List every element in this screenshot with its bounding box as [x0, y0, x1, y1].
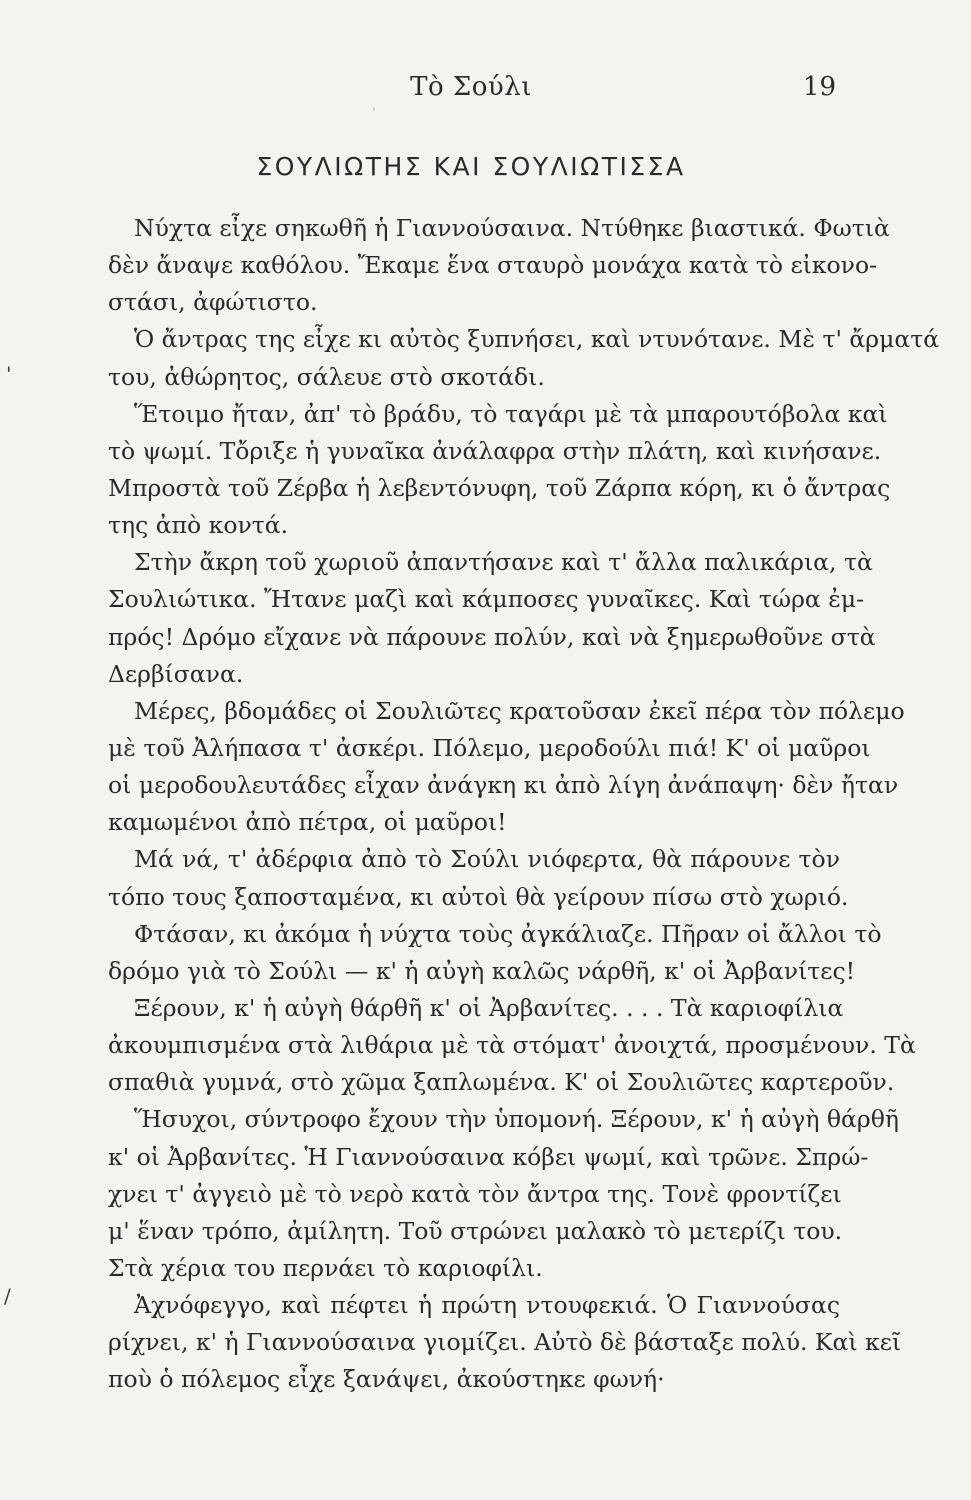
text-line: κ' οἱ Ἀρβανίτες. Ἡ Γιαννούσαινα κόβει ψωμί, καὶ τρῶνε. Σπρώ-: [108, 1142, 869, 1171]
text-line: καμωμένοι ἀπὸ πέτρα, οἱ μαῦροι!: [108, 808, 507, 837]
text-line: ἀκουμπισμένα στὰ λιθάρια μὲ τὰ στόματ' ἀνοιχτά, προσμένουν. Τὰ: [108, 1031, 916, 1060]
text-line: Ξέρουν, κ' ἡ αὐγὴ θάρθῆ κ' οἱ Ἀρβανίτες. . . . Τὰ καριοφίλια: [134, 993, 844, 1022]
text-line: Ἕτοιμο ἤταν, ἀπ' τὸ βράδυ, τὸ ταγάρι μὲ τὰ μπαρουτόβολα καὶ: [134, 399, 888, 428]
running-head: [106, 72, 836, 108]
text-line: μ' ἕναν τρόπο, ἀμίλητη. Τοῦ στρώνει μαλακὸ τὸ μετερίζι του.: [108, 1216, 843, 1245]
text-line: τόπο τους ξαποσταμένα, κι αὐτοὶ θὰ γείρουν πίσω στὸ χωριό.: [108, 882, 849, 911]
text-line: Δερβίσανα.: [108, 659, 244, 688]
text-line: πρός! Δρόμο εἴχανε νὰ πάρουνε πολύν, καὶ νὰ ξημερωθοῦνε στὰ: [108, 622, 876, 651]
margin-mark-left-upper: ': [6, 362, 12, 386]
running-title: Τὸ Σούλι: [410, 72, 532, 102]
text-line: στάσι, ἀφώτιστο.: [108, 288, 318, 317]
text-line: ρίχνει, κ' ἡ Γιαννούσαινα γιομίζει. Αὐτὸ δὲ βάσταξε πολύ. Καὶ κεῖ: [108, 1328, 902, 1357]
text-line: Ἥσυχοι, σύντροφο ἔχουν τὴν ὑπομονή. Ξέρουν, κ' ἡ αὐγὴ θάρθῆ: [134, 1105, 899, 1134]
text-line: δὲν ἄναψε καθόλου. Ἔκαμε ἕνα σταυρὸ μονάχα κατὰ τὸ εἰκονο-: [108, 251, 878, 280]
text-line: οἱ μεροδουλευτάδες εἶχαν ἀνάγκη κι ἀπὸ λίγη ἀνάπαψη· δὲν ἤταν: [108, 771, 899, 800]
text-line: Μπροστὰ τοῦ Ζέρβα ἡ λεβεντόνυφη, τοῦ Ζάρπα κόρη, κι ὁ ἄντρας: [108, 473, 891, 502]
text-line: Μέρες, βδομάδες οἱ Σουλιῶτες κρατοῦσαν ἐκεῖ πέρα τὸν πόλεμο: [134, 696, 905, 725]
text-line: Ὁ ἄντρας της εἶχε κι αὐτὸς ξυπνήσει, καὶ ντυνότανε. Μὲ τ' ἄρματά: [134, 325, 940, 354]
text-line: ποὺ ὁ πόλεμος εἶχε ξανάψει, ἀκούστηκε φωνή·: [108, 1365, 665, 1394]
text-line: Φτάσαν, κι ἀκόμα ἡ νύχτα τοὺς ἀγκάλιαζε. Πῆραν οἱ ἄλλοι τὸ: [134, 919, 882, 948]
body-text: [108, 210, 940, 1399]
text-line: σπαθιὰ γυμνά, στὸ χῶμα ξαπλωμένα. Κ' οἱ Σουλιῶτες καρτεροῦν.: [108, 1068, 895, 1097]
text-line: Μά νά, τ' ἀδέρφια ἀπὸ τὸ Σούλι νιόφερτα, θὰ πάρουνε τὸν: [134, 845, 840, 874]
text-line: Ἀχνόφεγγο, καὶ πέφτει ἡ πρώτη ντουφεκιά. Ὁ Γιαννούσας: [134, 1291, 840, 1320]
text-line: Νύχτα εἶχε σηκωθῆ ἡ Γιαννούσαινα. Ντύθηκε βιαστικά. Φωτιὰ: [134, 214, 890, 242]
text-line: του, ἀθώρητος, σάλευε στὸ σκοτάδι.: [108, 362, 545, 391]
margin-mark-left-lower: /: [4, 1284, 11, 1308]
text-line: χνει τ' ἀγγειὸ μὲ τὸ νερὸ κατὰ τὸν ἄντρα της. Τονὲ φροντίζει: [108, 1179, 842, 1208]
chapter-title: ΣΟΥΛΙΩΤΗΣ ΚΑΙ ΣΟΥΛΙΩΤΙΣΣΑ: [256, 152, 686, 181]
text-line: της ἀπὸ κοντά.: [108, 511, 289, 540]
text-line: δρόμο γιὰ τὸ Σούλι — κ' ἡ αὐγὴ καλῶς νάρθῆ, κ' οἱ Ἀρβανίτες!: [108, 956, 856, 985]
text-line: τὸ ψωμί. Τὄριξε ἡ γυναῖκα ἀνάλαφρα στὴν πλάτη, καὶ κινήσανε.: [108, 436, 882, 465]
page-number: 19: [802, 72, 836, 102]
text-line: μὲ τοῦ Ἀλήπασα τ' ἀσκέρι. Πόλεμο, μεροδούλι πιά! Κ' οἱ μαῦροι: [108, 733, 871, 762]
margin-mark-top: ': [372, 106, 376, 122]
text-line: Στὰ χέρια του περνάει τὸ καριοφίλι.: [108, 1253, 543, 1282]
text-line: Σουλιώτικα. Ἤτανε μαζὶ καὶ κάμποσες γυναῖκες. Καὶ τώρα ἐμ-: [108, 585, 865, 614]
text-line: Στὴν ἄκρη τοῦ χωριοῦ ἀπαντήσανε καὶ τ' ἄλλα παλικάρια, τὰ: [134, 548, 873, 577]
